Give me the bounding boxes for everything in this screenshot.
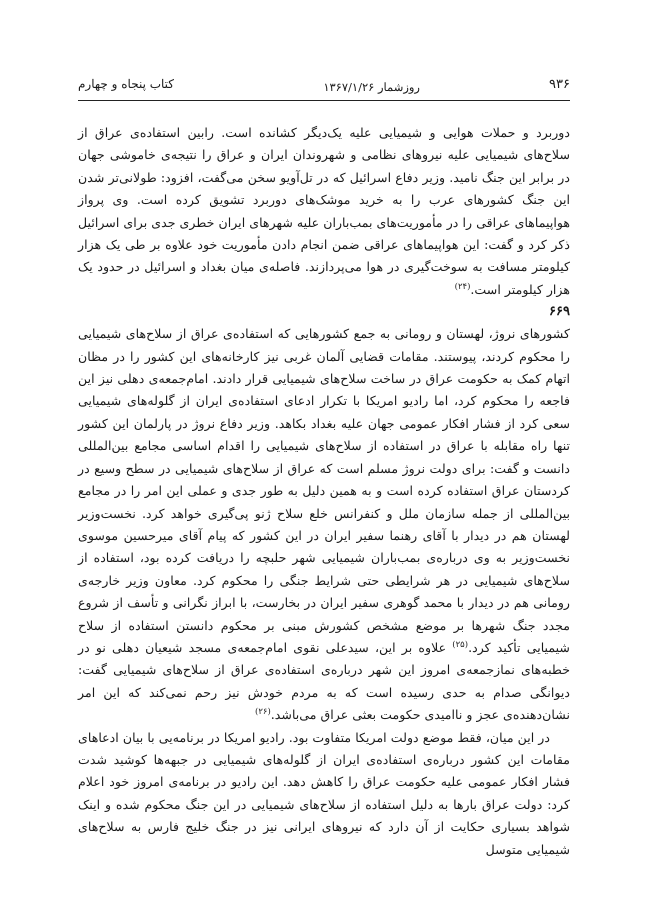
paragraph <box>78 727 570 861</box>
paragraph <box>78 122 570 301</box>
footnote-ref: (۲۶) <box>254 706 271 717</box>
paragraph <box>78 323 570 726</box>
running-header-date: روزشمار ۱۳۶۷/۱/۲۶ <box>323 80 420 94</box>
paragraph-text: دوربرد و حملات هوایی و شیمیایی علیه یک‌دیگر کشانده است. رابین استفاده‌ی عراق از سلاح‌های شیمیایی علیه نیروهای نظامی و شهروندان ایران و عراق را نتیجه‌ی خاموشی جهان در برابر این جنگ نامید. وزیر دفاع اسرائیل که در تل‌آویو سخن می‌گفت، افزود: طولانی‌تر شدن این جنگ کشورهای عرب را به خرید موشک‌های دوربرد تشویق کرده است. وی پرواز هواپیماهای عراقی را در مأموریت‌های بمب‌باران علیه شهرهای ایران خطری جدی برای اسرائیل ذکر کرد و گفت: این هواپیماهای عراقی ضمن انجام دادن مأموریت خود علاوه بر طی یک هزار کیلومتر مسافت به سوخت‌گیری در هوا می‌پردازند. فاصله‌ی میان بغداد و اسرائیل در حدود یک هزار کیلومتر است. <box>78 125 570 297</box>
paragraph-text: کشورهای نروژ، لهستان و رومانی به جمع کشورهایی که استفاده‌ی عراق از سلاح‌های شیمیایی را محکوم کردند، پیوستند. مقامات قضایی آلمان غربی نیز کارخانه‌های این کشور را در مظان اتهام کمک به حکومت عراق در ساخت سلاح‌های شیمیایی قرار دادند. امام‌جمعه‌ی دهلی نیز این فاجعه را محکوم کرد، اما رادیو امریکا با تکرار ادعای استفاده‌ی ایران از گلوله‌های شیمیایی سعی کرد از فشار افکار عمومی جهان علیه بغداد بکاهد. وزیر دفاع نروژ در پارلمان این کشور تنها راه مقابله با عراق در استفاده از سلاح‌های شیمیایی را اقدام اساسی مجامع بین‌المللی دانست و گفت: برای دولت نروژ مسلم است که عراق از سلاح‌های شیمیایی در سطح وسیع در کردستان عراق استفاده کرده است و به همین دلیل به طور جدی و عملی این امر را در مجامع بین‌المللی از جمله سازمان ملل و کنفرانس خلع سلاح ژنو پی‌گیری خواهد کرد. نخست‌وزیر لهستان هم در دیدار با آقای رهنما سفیر ایران در این کشور که پیام آقای میرحسین موسوی نخست‌وزیر به وی درباره‌ی بمب‌باران شیمیایی شهر حلبچه را دریافت کرده بود، استفاده از سلاح‌های شیمیایی در هر شرایطی حتی شرایط جنگی را محکوم کرد. معاون وزیر خارجه‌ی رومانی هم در دیدار با محمد گوهری سفیر ایران در بخارست، با ابراز نگرانی و تأسف از شروع مجدد جنگ شهرها بر موضع مشخص کشورش مبنی بر محکوم دانستن استفاده از سلاح شیمیایی تأکید کرد. <box>78 326 570 655</box>
page-number: ۹۳۶ <box>549 77 570 92</box>
entry-number: ۶۶۹ <box>549 304 570 320</box>
paragraph-text: در این میان، فقط موضع دولت امریکا متفاوت بود. رادیو امریکا در برنامه‌یی با بیان ادعاهای مقامات این کشور درباره‌ی استفاده‌ی ایران از گلوله‌های شیمیایی در جبهه‌ها کوشید شدت فشار افکار عمومی علیه حکومت عراق را کاهش دهد. این رادیو در برنامه‌ی امروز خود اعلام کرد: دولت عراق بارها به دلیل استفاده از سلاح‌های شیمیایی در این جنگ محکوم شده و اینک شواهد بسیاری حکایت از آن دارد که نیروهای ایرانی نیز در جنگ خلیج فارس به سلاح‌های شیمیایی متوسل <box>78 729 570 857</box>
book-title: کتاب پنجاه و چهارم <box>78 77 175 91</box>
footnote-ref: (۲۵) <box>452 639 469 650</box>
page-header <box>78 76 570 98</box>
footnote-ref: (۲۴) <box>454 281 471 292</box>
page-body <box>78 122 570 861</box>
paragraph-text-continued: علاوه بر این، سیدعلی نقوی امام‌جمعه‌ی مسجد شیعیان دهلی نو در خطبه‌های نمازجمعه‌ی امروز این شهر درباره‌ی استفاده‌ی عراق از سلاح‌های شیمیایی گفت: دیوانگی صدام به حدی رسیده است که به مردم خودش نیز رحم نمی‌کند که این امر نشان‌دهنده‌ی عجز و ناامیدی حکومت بعثی عراق می‌باشد. <box>78 639 570 723</box>
header-rule <box>78 100 570 101</box>
